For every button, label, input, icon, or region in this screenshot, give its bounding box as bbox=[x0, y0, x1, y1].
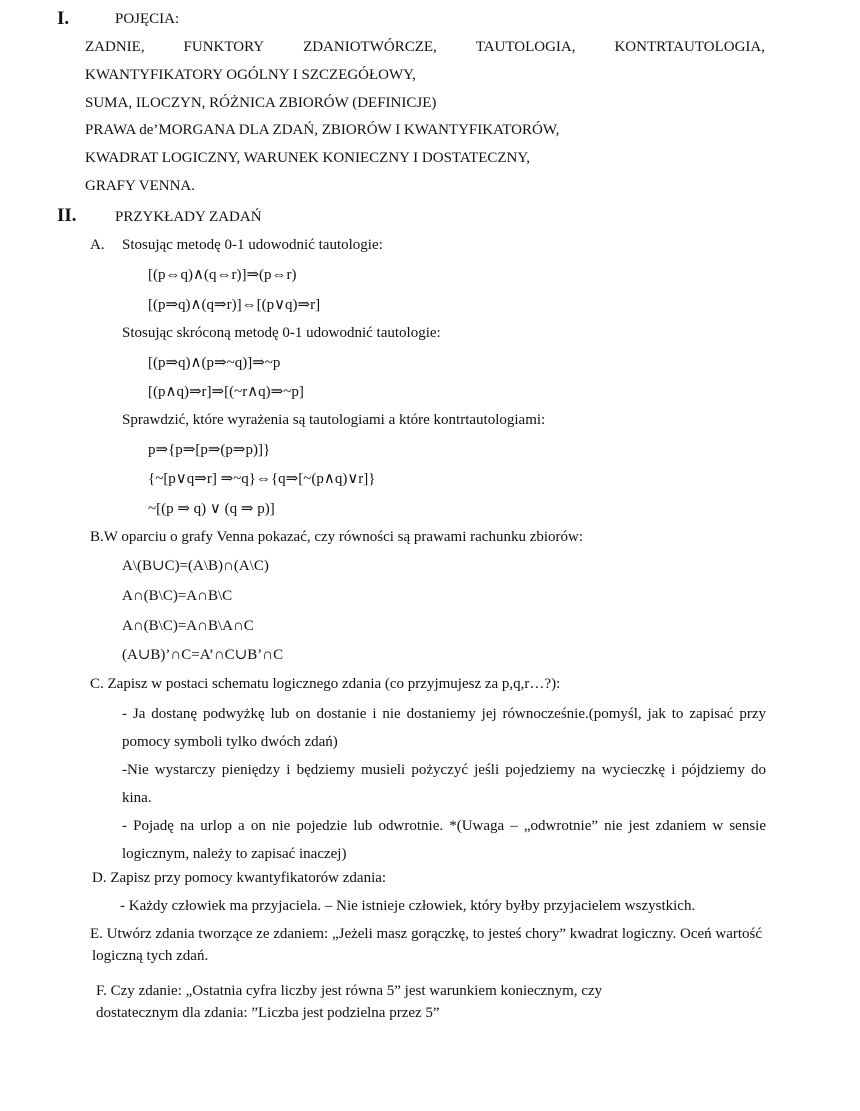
terms-row bbox=[85, 40, 765, 55]
set-equation: A\(B∪C)=(A\B)∩(A\C) bbox=[122, 558, 269, 574]
task-a-intro-1: Stosując metodę 0-1 udowodnić tautologie: bbox=[122, 237, 383, 253]
task-a-label: A. bbox=[90, 237, 105, 253]
task-e-text bbox=[92, 923, 764, 967]
formula: [(p⇒q)∧(q⇒r)]⇔[(p∨q)⇒r] bbox=[148, 297, 321, 313]
task-a-intro-3: Sprawdzić, które wyrażenia są tautologiami a które kontrtautologiami: bbox=[122, 412, 546, 428]
task-b-intro: B.W oparciu o grafy Venna pokazać, czy równości są prawami rachunku zbiorów: bbox=[90, 529, 584, 545]
task-f-text bbox=[96, 980, 656, 1024]
term-funktory: FUNKTORY bbox=[183, 39, 265, 55]
set-equation: A∩(B\C)=A∩B\C bbox=[122, 588, 233, 604]
term-tautologia: TAUTOLOGIA, bbox=[475, 39, 576, 55]
term-line: PRAWA de’MORGANA DLA ZDAŃ, ZBIORÓW I KWANTYFIKATORÓW, bbox=[85, 122, 560, 138]
term-zadnie: ZADNIE, bbox=[85, 39, 145, 55]
section-1-numeral: I. bbox=[57, 8, 70, 29]
task-c-item-3: - Pojadę na urlop a on nie pojedzie lub odwrotnie. *(Uwaga – „odwrotnie” nie jest zdaniem w sensie logicznym, należy to zapisać inaczej) bbox=[122, 818, 766, 862]
term-line: KWADRAT LOGICZNY, WARUNEK KONIECZNY I DOSTATECZNY, bbox=[85, 150, 531, 166]
section-2-numeral: II. bbox=[57, 205, 77, 226]
task-f-body: F. Czy zdanie: „Ostatnia cyfra liczby jest równa 5” jest warunkiem koniecznym, czy dostatecznym dla zdania: ”Liczba jest podzielna przez 5” bbox=[96, 983, 603, 1021]
section-1-title: POJĘCIA: bbox=[115, 11, 180, 27]
formula: ~[(p ⇒ q) ∨ (q ⇒ p)] bbox=[148, 501, 275, 517]
set-equation: A∩(B\C)=A∩B\A∩C bbox=[122, 618, 254, 634]
term-kontrtautologia: KONTRTAUTOLOGIA, bbox=[614, 39, 765, 55]
term-line: SUMA, ILOCZYN, RÓŻNICA ZBIORÓW (DEFINICJE) bbox=[85, 95, 437, 111]
formula: [(p⇒q)∧(p⇒~q)]⇒~p bbox=[148, 355, 281, 371]
task-e-body: E. Utwórz zdania tworzące ze zdaniem: „Jeżeli masz gorączkę, to jesteś chory” kwadrat logiczny. Oceń wartość logiczną tych zdań. bbox=[90, 926, 763, 964]
task-c-item-2: -Nie wystarczy pieniędzy i będziemy musieli pożyczyć jeśli pojedziemy na wycieczkę i pójdziemy do kina. bbox=[122, 762, 766, 806]
formula: p⇒{p⇒[p⇒(p⇒p)]} bbox=[148, 442, 271, 458]
formula: [(p⇔q)∧(q⇔r)]⇒(p⇔r) bbox=[148, 267, 297, 283]
task-c-item-1: - Ja dostanę podwyżkę lub on dostanie i nie dostaniemy jej równocześnie.(pomyśl, jak to zapisać przy pomocy symboli tylko dwóch zdań) bbox=[122, 706, 766, 750]
task-a-intro-2: Stosując skróconą metodę 0-1 udowodnić tautologie: bbox=[122, 325, 441, 341]
term-line: KWANTYFIKATORY OGÓLNY I SZCZEGÓŁOWY, bbox=[85, 67, 416, 83]
term-line: GRAFY VENNA. bbox=[85, 178, 196, 194]
term-zdaniotworcze: ZDANIOTWÓRCZE, bbox=[303, 39, 437, 55]
task-d-intro: D. Zapisz przy pomocy kwantyfikatorów zdania: bbox=[92, 870, 387, 886]
formula: {~[p∨q⇒r] ⇒~q}⇔{q⇒[~(p∧q)∨r]} bbox=[148, 471, 376, 487]
formula: [(p∧q)⇒r]⇒[(~r∧q)⇒~p] bbox=[148, 384, 304, 400]
set-equation: (A∪B)’∩C=A’∩C∪B’∩C bbox=[122, 647, 284, 663]
task-d-items: - Każdy człowiek ma przyjaciela. – Nie istnieje człowiek, który byłby przyjacielem wszystkich. bbox=[120, 898, 696, 914]
task-c-intro: C. Zapisz w postaci schematu logicznego zdania (co przyjmujesz za p,q,r…?): bbox=[90, 676, 561, 692]
section-2-title: PRZYKŁADY ZADAŃ bbox=[115, 209, 262, 225]
